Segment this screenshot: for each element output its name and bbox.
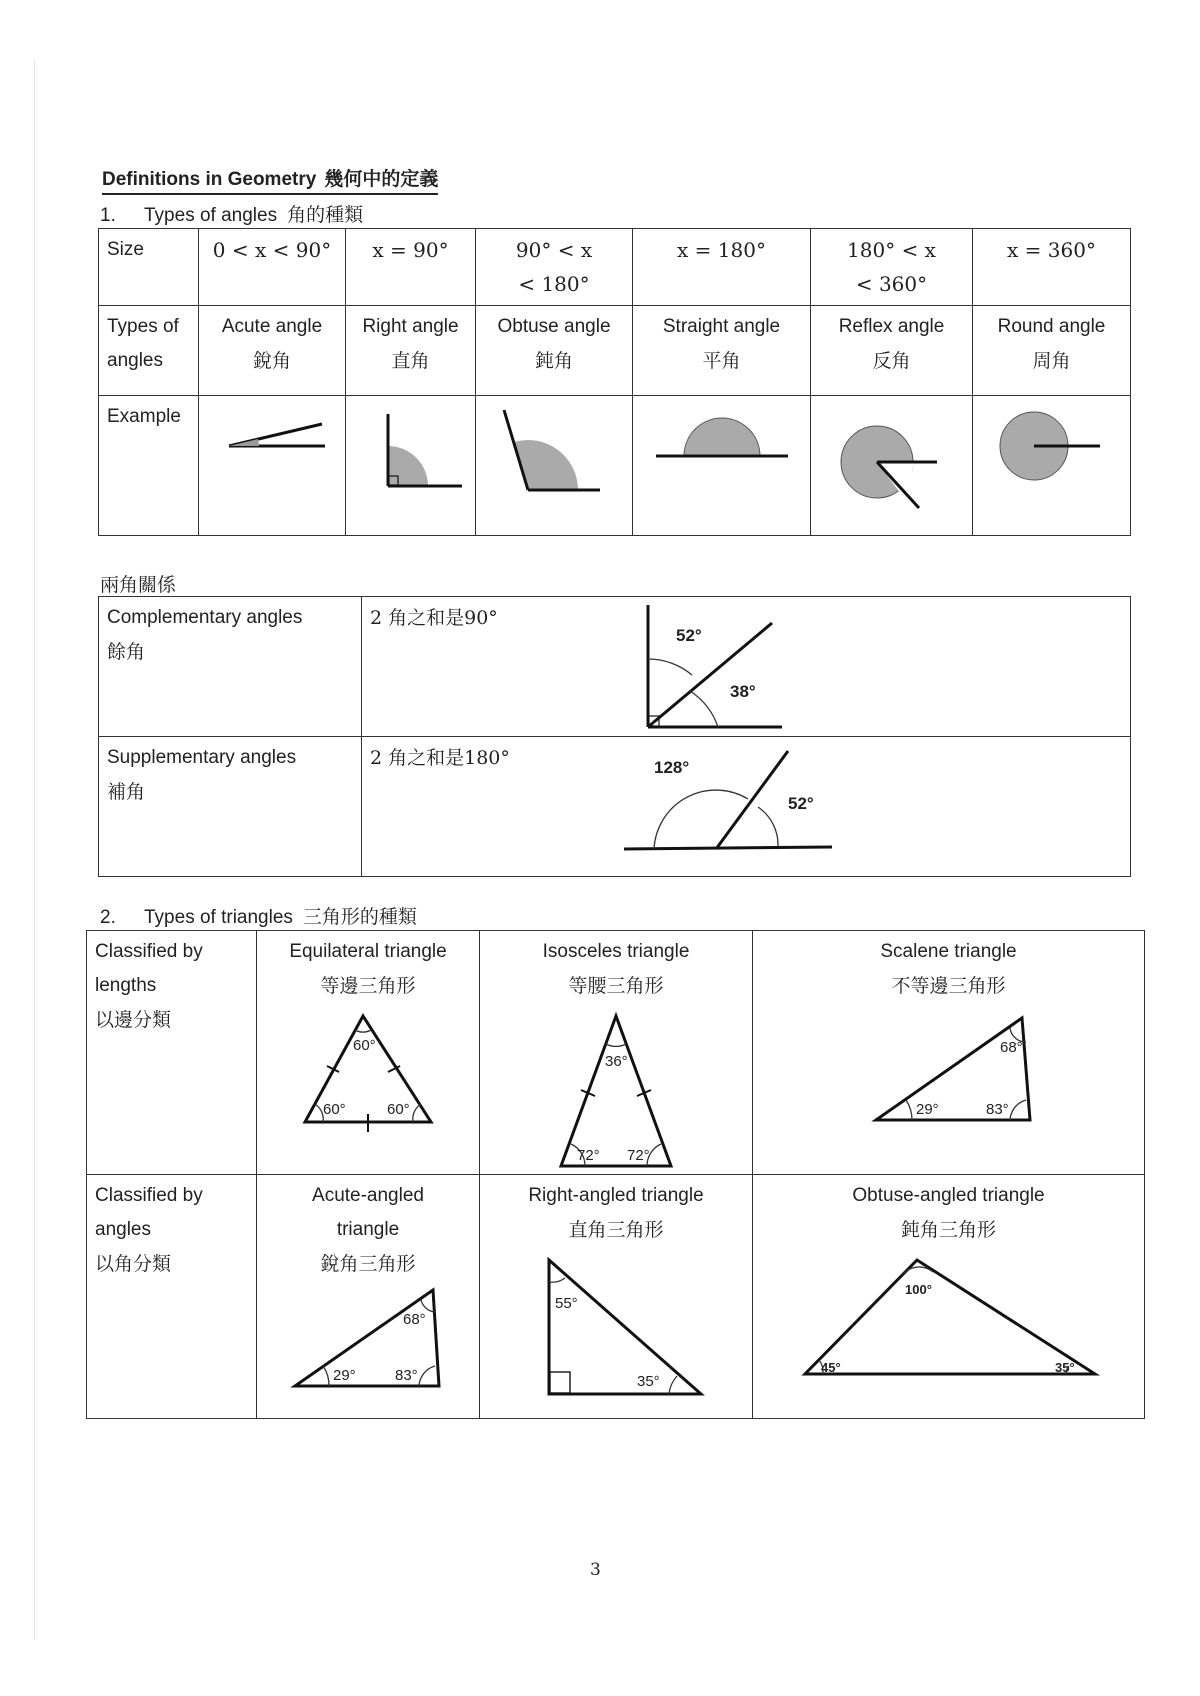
example-straight [633, 396, 811, 536]
right-triangle-figure [521, 1248, 711, 1402]
acute-triangle-angle-right: 83° [395, 1367, 418, 1384]
obtuse-triangle-cell: Obtuse-angled triangle 鈍角三角形 100° 45° 35° [753, 1175, 1145, 1419]
right-triangle-angle-top: 55° [555, 1295, 578, 1312]
types-row [99, 306, 1131, 396]
lengths-row [87, 931, 1145, 1175]
angle-types-table [98, 228, 1131, 536]
obtuse-triangle-angle-left: 45° [820, 1360, 841, 1375]
type-reflex: Reflex angle 反角 [811, 306, 973, 396]
angles-label: Classified by angles 以角分類 [87, 1175, 257, 1419]
section1-heading [100, 200, 363, 227]
acute-angle-figure [207, 400, 337, 520]
supplementary-row [99, 737, 1131, 877]
type-right: Right angle 直角 [346, 306, 476, 396]
acute-triangle-angle-top: 68° [403, 1311, 426, 1328]
size-reflex: 180° < x < 360° [811, 229, 973, 306]
size-obtuse: 90° < x < 180° [476, 229, 633, 306]
equilateral-angle-left: 60° [323, 1101, 346, 1118]
example-label: Example [99, 396, 199, 536]
acute-triangle-angle-left: 29° [333, 1367, 356, 1384]
example-round [973, 396, 1131, 536]
section1-title: Types of angles [144, 205, 278, 226]
type-straight: Straight angle 平角 [633, 306, 811, 396]
equilateral-cell: Equilateral triangle 等邊三角形 60° 60° 60° [257, 931, 480, 1175]
isosceles-angle-top: 36° [605, 1053, 628, 1070]
right-angle-figure [354, 400, 474, 520]
angles-row [87, 1175, 1145, 1419]
supplementary-angle-a: 128° [654, 758, 690, 777]
example-right [346, 396, 476, 536]
complementary-angle-a: 52° [676, 626, 702, 645]
scalene-cell: Scalene triangle 不等邊三角形 68° 29° 83° [753, 931, 1145, 1175]
right-triangle-cell: Right-angled triangle 直角三角形 55° 35° [480, 1175, 753, 1419]
right-triangle-angle-right: 35° [637, 1373, 660, 1390]
size-acute: 0 < x < 90° [199, 229, 346, 306]
obtuse-triangle-figure [789, 1248, 1109, 1384]
section2-number: 2. [100, 907, 116, 928]
isosceles-angle-left: 72° [577, 1147, 600, 1164]
section1-number: 1. [100, 205, 116, 226]
complementary-figure [632, 599, 792, 735]
types-label: Types of angles [99, 306, 199, 396]
equilateral-angle-top: 60° [353, 1037, 376, 1054]
supplementary-rule: 2 角之和是180° [370, 747, 510, 769]
scalene-triangle-figure [854, 1004, 1044, 1136]
section2-title-zh: 三角形的種類 [302, 906, 417, 928]
lengths-label: Classified by lengths 以邊分類 [87, 931, 257, 1175]
supplementary-label: Supplementary angles 補角 [99, 737, 362, 877]
reflex-angle-figure [819, 400, 969, 520]
complementary-row [99, 597, 1131, 737]
type-acute: Acute angle 銳角 [199, 306, 346, 396]
acute-triangle-cell: Acute-angled triangle 銳角三角形 68° 29° 83° [257, 1175, 480, 1419]
section2-title: Types of triangles [144, 907, 293, 928]
angle-relations-table [98, 596, 1131, 877]
scalene-angle-right: 83° [985, 1101, 1009, 1118]
complementary-cell [362, 597, 1131, 737]
example-reflex [811, 396, 973, 536]
supplementary-angle-b: 52° [788, 794, 814, 813]
title-en: Definitions in Geometry [102, 169, 317, 190]
type-round: Round angle 周角 [973, 306, 1131, 396]
triangle-types-table [86, 930, 1145, 1419]
equilateral-angle-right: 60° [387, 1101, 410, 1118]
obtuse-triangle-angle-right: 35° [1054, 1360, 1075, 1375]
isosceles-triangle-figure [541, 1004, 691, 1170]
supplementary-cell [362, 737, 1131, 877]
isosceles-angle-right: 72° [627, 1147, 650, 1164]
relations-heading: 兩角關係 [100, 574, 177, 596]
page-edge [34, 60, 35, 1640]
complementary-rule: 2 角之和是90° [370, 607, 498, 629]
section1-title-zh: 角的種類 [287, 204, 364, 226]
document-title [102, 164, 438, 195]
equilateral-triangle-figure [293, 1004, 443, 1136]
size-round: x = 360° [973, 229, 1131, 306]
obtuse-angle-figure [484, 400, 624, 520]
complementary-angle-b: 38° [730, 682, 756, 701]
page-number: 3 [590, 1560, 601, 1580]
supplementary-figure [620, 739, 840, 875]
acute-triangle-figure [283, 1282, 453, 1394]
example-acute [199, 396, 346, 536]
section2-heading [100, 902, 417, 929]
example-obtuse [476, 396, 633, 536]
scalene-angle-left: 29° [915, 1101, 939, 1118]
scalene-angle-top: 68° [999, 1039, 1023, 1056]
size-straight: x = 180° [633, 229, 811, 306]
isosceles-cell: Isosceles triangle 等腰三角形 36° 72° 72° [480, 931, 753, 1175]
obtuse-triangle-angle-top: 100° [904, 1282, 932, 1297]
type-obtuse: Obtuse angle 鈍角 [476, 306, 633, 396]
title-zh: 幾何中的定義 [324, 168, 439, 190]
size-right: x = 90° [346, 229, 476, 306]
straight-angle-figure [642, 400, 802, 520]
size-row [99, 229, 1131, 306]
size-label: Size [99, 229, 199, 306]
example-row [99, 396, 1131, 536]
complementary-label: Complementary angles 餘角 [99, 597, 362, 737]
round-angle-figure [982, 400, 1122, 520]
